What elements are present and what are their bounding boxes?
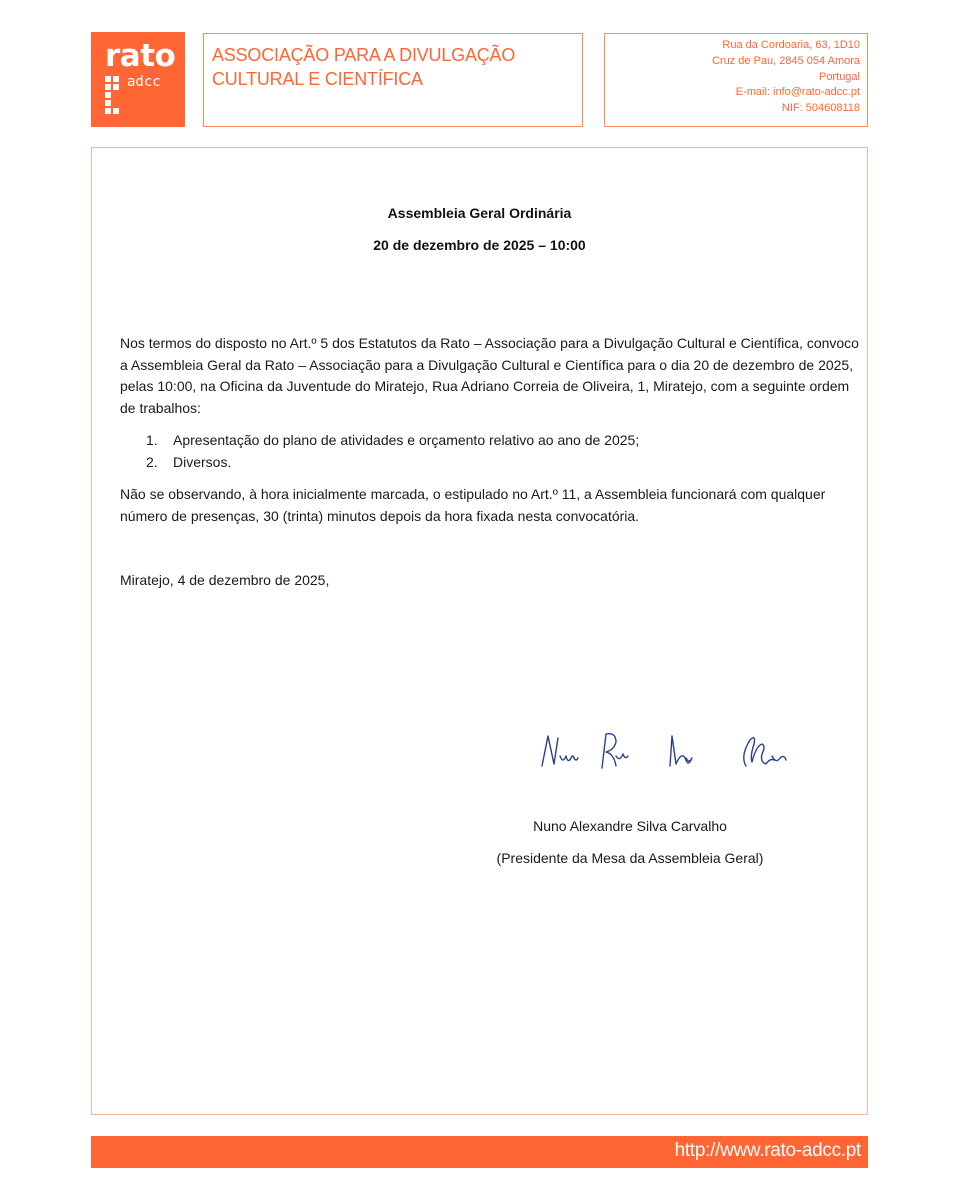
- meeting-date-time: 20 de dezembro de 2025 – 10:00: [373, 237, 586, 253]
- quorum-paragraph: Não se observando, à hora inicialmente marcada, o estipulado no Art.º 11, a Assembleia funcionará com qualquer número de presenças, 30 (trinta) minutos depois da hora fixada nesta convocatória.: [120, 486, 826, 524]
- address-country: Portugal: [819, 70, 860, 83]
- place-and-date: Miratejo, 4 de dezembro de 2025,: [120, 572, 330, 588]
- website-link[interactable]: http://www.rato-adcc.pt: [674, 1140, 861, 1161]
- intro-paragraph: Nos termos do disposto no Art.º 5 dos Estatutos da Rato – Associação para a Divulgação Cultural e Científica, convoco a Assembleia Geral da Rato – Associação para a Divulgação Cultural e Científica para o dia 20 de dezembro de 2025, pelas 10:00, na Oficina da Juventude do Miratejo, Rua Adriano Correia de Oliveira, 1, Miratejo, com a seguinte ordem de trabalhos:: [120, 335, 859, 416]
- document-title: Assembleia Geral Ordinária: [387, 205, 572, 221]
- agenda-item: [146, 452, 639, 474]
- signer-name: Nuno Alexandre Silva Carvalho: [533, 818, 727, 834]
- agenda-item-number: 2.: [146, 453, 158, 470]
- association-logo: [91, 32, 185, 127]
- logo-wordmark: rato: [105, 38, 176, 74]
- address-box: [604, 33, 868, 127]
- org-name: [212, 43, 515, 91]
- agenda-item: [146, 430, 639, 452]
- agenda-item-number: 1.: [146, 432, 158, 448]
- letter-body: [91, 147, 868, 1115]
- logo-subtitle: adcc: [127, 74, 161, 90]
- agenda-list: [146, 430, 639, 473]
- org-name-box: [203, 33, 583, 127]
- agenda-item-text: Apresentação do plano de atividades e orçamento relativo ao ano de 2025;: [173, 432, 640, 448]
- logo-pixel-mark: [105, 76, 127, 116]
- address-nif: NIF: 504608118: [781, 102, 860, 115]
- org-name-line1: ASSOCIAÇÃO PARA A DIVULGAÇÃO: [212, 45, 516, 65]
- address-city: Cruz de Pau, 2845 054 Amora: [712, 54, 860, 67]
- signer-role: (Presidente da Mesa da Assembleia Geral): [496, 850, 764, 866]
- agenda-item-text: Diversos.: [173, 453, 232, 470]
- org-name-line2: CULTURAL E CIENTÍFICA: [212, 69, 423, 89]
- address-email: E-mail: info@rato-adcc.pt: [735, 86, 860, 99]
- address-street: Rua da Cordoaria, 63, 1D10: [722, 39, 860, 51]
- address-block: [712, 38, 860, 117]
- footer-bar: [91, 1136, 868, 1168]
- handwritten-signature: [536, 728, 806, 778]
